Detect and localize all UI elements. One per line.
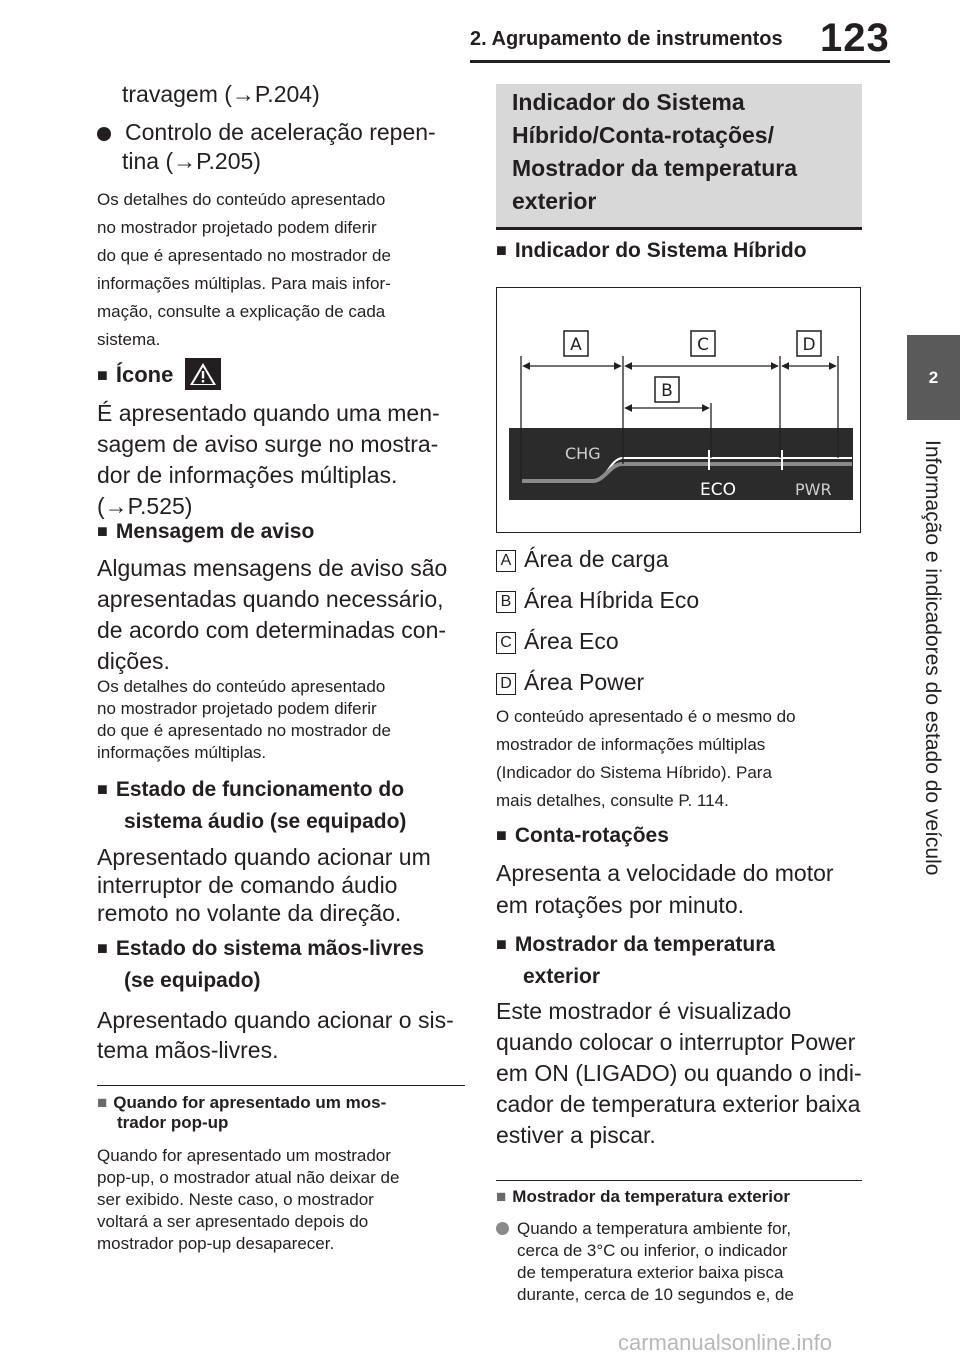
temperature-note-item: Quando a temperatura ambiente for, cerca de 3°C ou inferior, o indicador de temperatura exterior baixa pisca durante, cerca de 10 segundos e, de xyxy=(496,1218,868,1306)
section-title: 2. Agrupamento de instrumentos xyxy=(470,28,783,50)
tachometer-heading: ■ Conta-rotações xyxy=(496,821,868,851)
temperature-note-heading: ■ Mostrador da temperatura exterior xyxy=(496,1187,791,1206)
bullet-dot-icon xyxy=(97,127,111,141)
eco-label: ECO xyxy=(700,480,736,500)
popup-note-body: Quando for apresentado um mostrador pop-up, o mostrador atual não deixar de ser exibido. Neste caso, o mostrador voltará a ser apresentado depois do mostrador pop-up desaparecer. xyxy=(97,1146,400,1253)
icon-description: É apresentado quando uma men- sagem de aviso surge no mostra- dor de informações múltiplas. (→P.525) xyxy=(97,400,440,519)
watermark: carmanualsonline.info xyxy=(618,1330,833,1355)
temperature-description: Este mostrador é visualizado quando colocar o interruptor Power em ON (LIGADO) ou quando o indi- cador de temperatura exterior baixa estiver a piscar. xyxy=(496,998,862,1148)
hybrid-indicator-diagram xyxy=(497,288,860,532)
page-number: 123 xyxy=(820,16,890,60)
bullet-dot-icon xyxy=(496,1222,509,1235)
chapter-tab[interactable] xyxy=(907,335,960,420)
handsfree-description: Apresentado quando acionar o sis- tema mãos-livres. xyxy=(97,1007,454,1063)
label-a: A xyxy=(570,335,582,355)
icon-heading: ■ Ícone xyxy=(97,360,465,392)
chg-label: CHG xyxy=(565,444,601,463)
popup-note-heading: ■ Quando for apresentado um mos- trador pop-up xyxy=(97,1093,387,1132)
divider xyxy=(496,1180,862,1181)
handsfree-heading: ■ Estado do sistema mãos-livres (se equipado) xyxy=(97,933,465,997)
key-c: C xyxy=(496,632,516,654)
bullet-item: Controlo de aceleração repen- xyxy=(97,116,467,148)
chapter-number: 2 xyxy=(928,367,939,387)
temperature-heading: ■ Mostrador da temperatura exterior xyxy=(496,929,868,992)
hybrid-note: O conteúdo apresentado é o mesmo do mostrador de informações múltiplas (Indicador do Sistema Híbrido). Para mais detalhes, consulte P. 114. xyxy=(496,707,796,810)
hybrid-indicator-figure xyxy=(496,287,861,533)
note-2: Os detalhes do conteúdo apresentado no mostrador projetado podem diferir do que é apresentado no mostrador de informações múltiplas. xyxy=(97,677,391,762)
legend-item-d: D Área Power xyxy=(496,666,644,698)
divider xyxy=(97,1085,465,1086)
label-b: B xyxy=(661,381,673,401)
warning-message-description: Algumas mensagens de aviso são apresentadas quando necessário, de acordo com determinadas con- dições. xyxy=(97,555,448,674)
chapter-title: Informação e indicadores do estado do veículo xyxy=(921,440,944,876)
section-heading: Indicador do Sistema Híbrido/Conta-rotações/ Mostrador da temperatura exterior xyxy=(512,89,798,214)
warning-message-heading: ■ Mensagem de aviso xyxy=(97,517,465,547)
warning-triangle-icon xyxy=(185,358,221,390)
legend-item-a: A Área de carga xyxy=(496,543,668,575)
key-b: B xyxy=(496,591,516,613)
hybrid-indicator-heading: ■ Indicador do Sistema Híbrido xyxy=(496,236,868,266)
tachometer-description: Apresenta a velocidade do motor em rotações por minuto. xyxy=(496,860,834,918)
legend-item-c: C Área Eco xyxy=(496,625,619,657)
label-c: C xyxy=(697,335,709,355)
bullet-item-cont: tina (→P.205) xyxy=(122,148,261,174)
header-rule xyxy=(470,60,890,63)
audio-status-heading: ■ Estado de funcionamento do sistema áudio (se equipado) xyxy=(97,774,465,838)
continued-text: travagem (→P.204) xyxy=(122,81,320,107)
audio-status-description: Apresentado quando acionar um interruptor de comando áudio remoto no volante da direção. xyxy=(97,844,431,926)
label-d: D xyxy=(802,335,816,355)
pwr-label: PWR xyxy=(795,480,832,499)
key-d: D xyxy=(496,673,516,695)
key-a: A xyxy=(496,550,516,572)
note-1: Os detalhes do conteúdo apresentado no mostrador projetado podem diferir do que é apresentado no mostrador de informações múltiplas. Para mais infor- mação, consulte a explicação de cada sistema. xyxy=(97,190,391,349)
legend-item-b: B Área Híbrida Eco xyxy=(496,584,699,616)
